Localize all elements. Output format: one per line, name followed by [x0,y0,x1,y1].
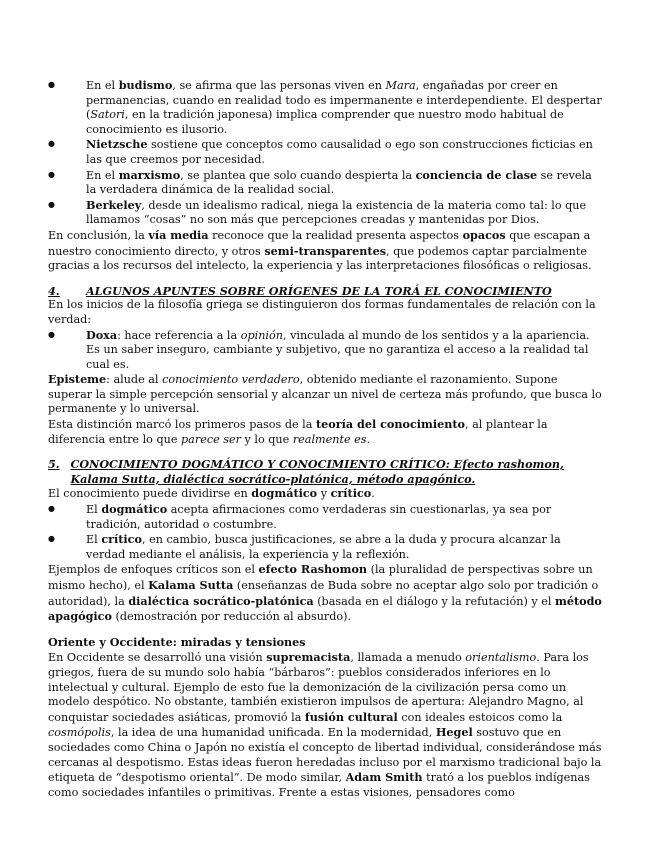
bullet-budismo: ● En el budismo, se afirma que las personas viven en Mara, engañadas por creer en permanencias, cuando en realidad todo es impermanente e interdependiente. El despertar (Satori, en la tradición japonesa) implica comprender que nuestro modo habitual de conocimiento es ilusorio. [48,78,603,137]
bullet-doxa: ● Doxa: hace referencia a la opinión, vinculada al mundo de los sentidos y a la apariencia. Es un saber inseguro, cambiante y subjetivo, que no garantiza el acceso a la realidad tal cual es. [48,328,603,373]
section-4-heading: 4. ALGUNOS APUNTES SOBRE ORÍGENES DE LA TORÁ EL CONOCIMIENTO [48,283,552,298]
conclusion-paragraph: En conclusión, la vía media reconoce que la realidad presenta aspectos opacos que escapan a nuestro conocimiento directo, y otros semi-transparentes, que podemos captar parcialmente gracias a los recursos del intelecto, la experiencia y las interpretaciones filosóficas o religiosas. [48,227,592,273]
bullet-nietzsche: ● Nietzsche sostiene que conceptos como causalidad o ego son construcciones ficticias en las que creemos por necesidad. [48,137,603,167]
bullet-marxismo: ● En el marxismo, se plantea que solo cuando despierta la conciencia de clase se revela la verdadera dinámica de la realidad social. [48,168,603,198]
oriente-heading: Oriente y Occidente: miradas y tensiones [48,634,306,649]
section-5-heading: 5. CONOCIMIENTO DOGMÁTICO Y CONOCIMIENTO CRÍTICO: Efecto rashomon, Kalama Sutta, dialéctica socrático-platónica, método apagónico. [48,457,564,486]
section-5-intro: El conocimiento puede dividirse en dogmático y crítico. [48,486,375,501]
bullet-critico: ● El crítico, en cambio, busca justificaciones, se abre a la duda y procura alcanzar la verdad mediante el análisis, la experiencia y la reflexión. [48,532,603,562]
bullet-dogmatico: ● El dogmático acepta afirmaciones como verdaderas sin cuestionarlas, ya sea por tradición, autoridad o costumbre. [48,502,603,532]
oriente-paragraph: En Occidente se desarrolló una visión supremacista, llamada a menudo orientalismo. Para los griegos, fuera de su mundo solo había “bárbaros”: pueblos considerados inferiores en lo intelectual y cultural. Ejemplo de esto fue la demonización de la civilización persa como un modelo despótico. No obstante, también existieron impulsos de apertura: Alejandro Magno, al conquistar sociedades asiáticas, promovió la fusión cultural con ideales estoicos como la cosmópolis, la idea de una humanidad unificada. En la modernidad, Hegel sostuvo que en sociedades como China o Japón no existía el concepto de libertad individual, considerándose más cercanas al despotismo. Estas ideas fueron heredadas incluso por el marxismo tradicional bajo la etiqueta de “despotismo oriental”. De modo similar, Adam Smith trató a los pueblos indígenas como sociedades infantiles o primitivas. Frente a estas visiones, pensadores como [48,650,602,799]
section-4-close: Esta distinción marcó los primeros pasos de la teoría del conocimiento, al plantear la diferencia entre lo que parece ser y lo que realmente es. [48,417,548,446]
section-4-intro: En los inicios de la filosofía griega se distinguieron dos formas fundamentales de relación con la verdad: [48,298,596,326]
episteme-paragraph: Episteme: alude al conocimiento verdadero, obtenido mediante el razonamiento. Supone superar la simple percepción sensorial y alcanzar un nivel de certeza más profundo, que busca lo permanente y lo universal. [48,372,602,416]
ejemplos-paragraph: Ejemplos de enfoques críticos son el efecto Rashomon (la pluralidad de perspectivas sobre un mismo hecho), el Kalama Sutta (enseñanzas de Buda sobre no aceptar algo solo por tradición o autoridad), la dialéctica socrático-platónica (basada en el diálogo y la refutación) y el método apagógico (demostración por reducción al absurdo). [48,562,602,624]
bullet-berkeley: ● Berkeley, desde un idealismo radical, niega la existencia de la materia como tal: lo que llamamos “cosas” no son más que percepciones creadas y mantenidas por Dios. [48,198,603,228]
